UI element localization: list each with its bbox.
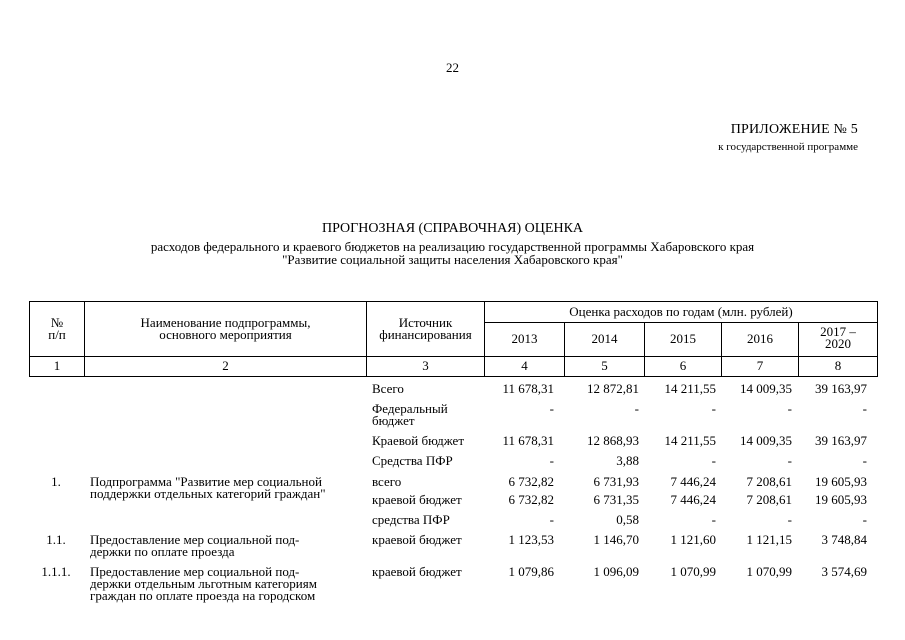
row-source: Краевой бюджет xyxy=(372,433,465,448)
row-value: 1 096,09 xyxy=(593,564,639,579)
row-value: - xyxy=(787,401,792,416)
row-number: 1.1. xyxy=(46,532,66,547)
row-value: 1 070,99 xyxy=(746,564,792,579)
appendix-title: ПРИЛОЖЕНИЕ № 5 xyxy=(730,122,858,137)
row-value: 14 211,55 xyxy=(664,433,716,448)
row-value: 7 208,61 xyxy=(746,492,792,507)
row-value: 3,88 xyxy=(616,453,639,468)
row-value: - xyxy=(549,512,554,527)
row-value: - xyxy=(634,401,639,416)
header-source-text: Источник финансирования xyxy=(379,315,472,342)
row-value: 0,58 xyxy=(616,512,639,527)
row-source: Средства ПФР xyxy=(372,453,453,468)
page-number: 22 xyxy=(446,60,459,75)
document-subtitle-line1: расходов федерального и краевого бюджетов на реализацию государственной программы Хабаровского края xyxy=(150,239,755,254)
header-year-2015: 2015 xyxy=(645,323,722,357)
row-value: 3 574,69 xyxy=(821,564,867,579)
row-value: 3 748,84 xyxy=(821,532,867,547)
row-name: Подпрограмма "Развитие мер социальной поддержки отдельных категорий граждан" xyxy=(90,474,326,501)
row-value: - xyxy=(549,401,554,416)
row-value: 7 446,24 xyxy=(670,474,716,489)
row-value: 1 123,53 xyxy=(508,532,554,547)
header-name-text: Наименование подпрограммы, основного мероприятия xyxy=(140,315,311,342)
column-number-5: 5 xyxy=(565,357,645,377)
row-source: краевой бюджет xyxy=(372,564,462,579)
row-value: - xyxy=(862,401,867,416)
column-number-3: 3 xyxy=(367,357,485,377)
row-value: 1 146,70 xyxy=(593,532,639,547)
header-year-2014: 2014 xyxy=(565,323,645,357)
column-number-6: 6 xyxy=(645,357,722,377)
header-year-2017-2020: 2017 – 2020 xyxy=(799,323,878,357)
header-number xyxy=(30,302,85,357)
row-source: краевой бюджет xyxy=(372,532,462,547)
row-value: - xyxy=(787,453,792,468)
row-source: Федеральный бюджет xyxy=(372,401,448,428)
row-value: 14 009,35 xyxy=(740,381,792,396)
row-source: Всего xyxy=(372,381,404,396)
row-name: Предоставление мер социальной под- держки отдельным льготным категориям граждан по оплате проезда на городском xyxy=(90,564,317,603)
row-value: 14 009,35 xyxy=(740,433,792,448)
row-value: - xyxy=(862,453,867,468)
row-value: 12 872,81 xyxy=(587,381,639,396)
row-value: 7 446,24 xyxy=(670,492,716,507)
row-value: 7 208,61 xyxy=(746,474,792,489)
header-year-2016: 2016 xyxy=(722,323,799,357)
header-source xyxy=(367,302,485,357)
row-value: - xyxy=(862,512,867,527)
header-years-group: Оценка расходов по годам (млн. рублей) xyxy=(485,302,878,323)
row-value: 6 732,82 xyxy=(508,492,554,507)
row-value: 12 868,93 xyxy=(587,433,639,448)
row-value: 1 121,15 xyxy=(746,532,792,547)
row-value: - xyxy=(549,453,554,468)
header-number-text: № п/п xyxy=(48,315,66,342)
column-number-7: 7 xyxy=(722,357,799,377)
row-value: 39 163,97 xyxy=(815,381,867,396)
row-number: 1. xyxy=(51,474,61,489)
row-value: 1 121,60 xyxy=(670,532,716,547)
row-value: - xyxy=(711,512,716,527)
row-value: - xyxy=(711,453,716,468)
row-number: 1.1.1. xyxy=(41,564,71,579)
header-name xyxy=(85,302,367,357)
row-source: краевой бюджет xyxy=(372,492,462,507)
expenses-table-header xyxy=(29,301,878,377)
row-value: 19 605,93 xyxy=(815,474,867,489)
row-value: 1 070,99 xyxy=(670,564,716,579)
header-year-2013: 2013 xyxy=(485,323,565,357)
row-value: 6 732,82 xyxy=(508,474,554,489)
row-value: - xyxy=(711,401,716,416)
document-subtitle-line2: "Развитие социальной защиты населения Хабаровского края" xyxy=(282,252,623,267)
row-value: - xyxy=(787,512,792,527)
row-value: 39 163,97 xyxy=(815,433,867,448)
column-number-2: 2 xyxy=(85,357,367,377)
row-value: 1 079,86 xyxy=(508,564,554,579)
row-value: 14 211,55 xyxy=(664,381,716,396)
row-value: 19 605,93 xyxy=(815,492,867,507)
document-subtitle xyxy=(0,240,905,266)
appendix-subtitle: к государственной программе xyxy=(718,141,858,153)
row-source: средства ПФР xyxy=(372,512,450,527)
column-number-8: 8 xyxy=(799,357,878,377)
column-number-1: 1 xyxy=(30,357,85,377)
row-value: 11 678,31 xyxy=(502,433,554,448)
row-value: 11 678,31 xyxy=(502,381,554,396)
row-name: Предоставление мер социальной под- держки по оплате проезда xyxy=(90,532,300,559)
row-source: всего xyxy=(372,474,402,489)
row-value: 6 731,93 xyxy=(593,474,639,489)
document-title: ПРОГНОЗНАЯ (СПРАВОЧНАЯ) ОЦЕНКА xyxy=(321,221,584,236)
column-number-4: 4 xyxy=(485,357,565,377)
row-value: 6 731,35 xyxy=(593,492,639,507)
